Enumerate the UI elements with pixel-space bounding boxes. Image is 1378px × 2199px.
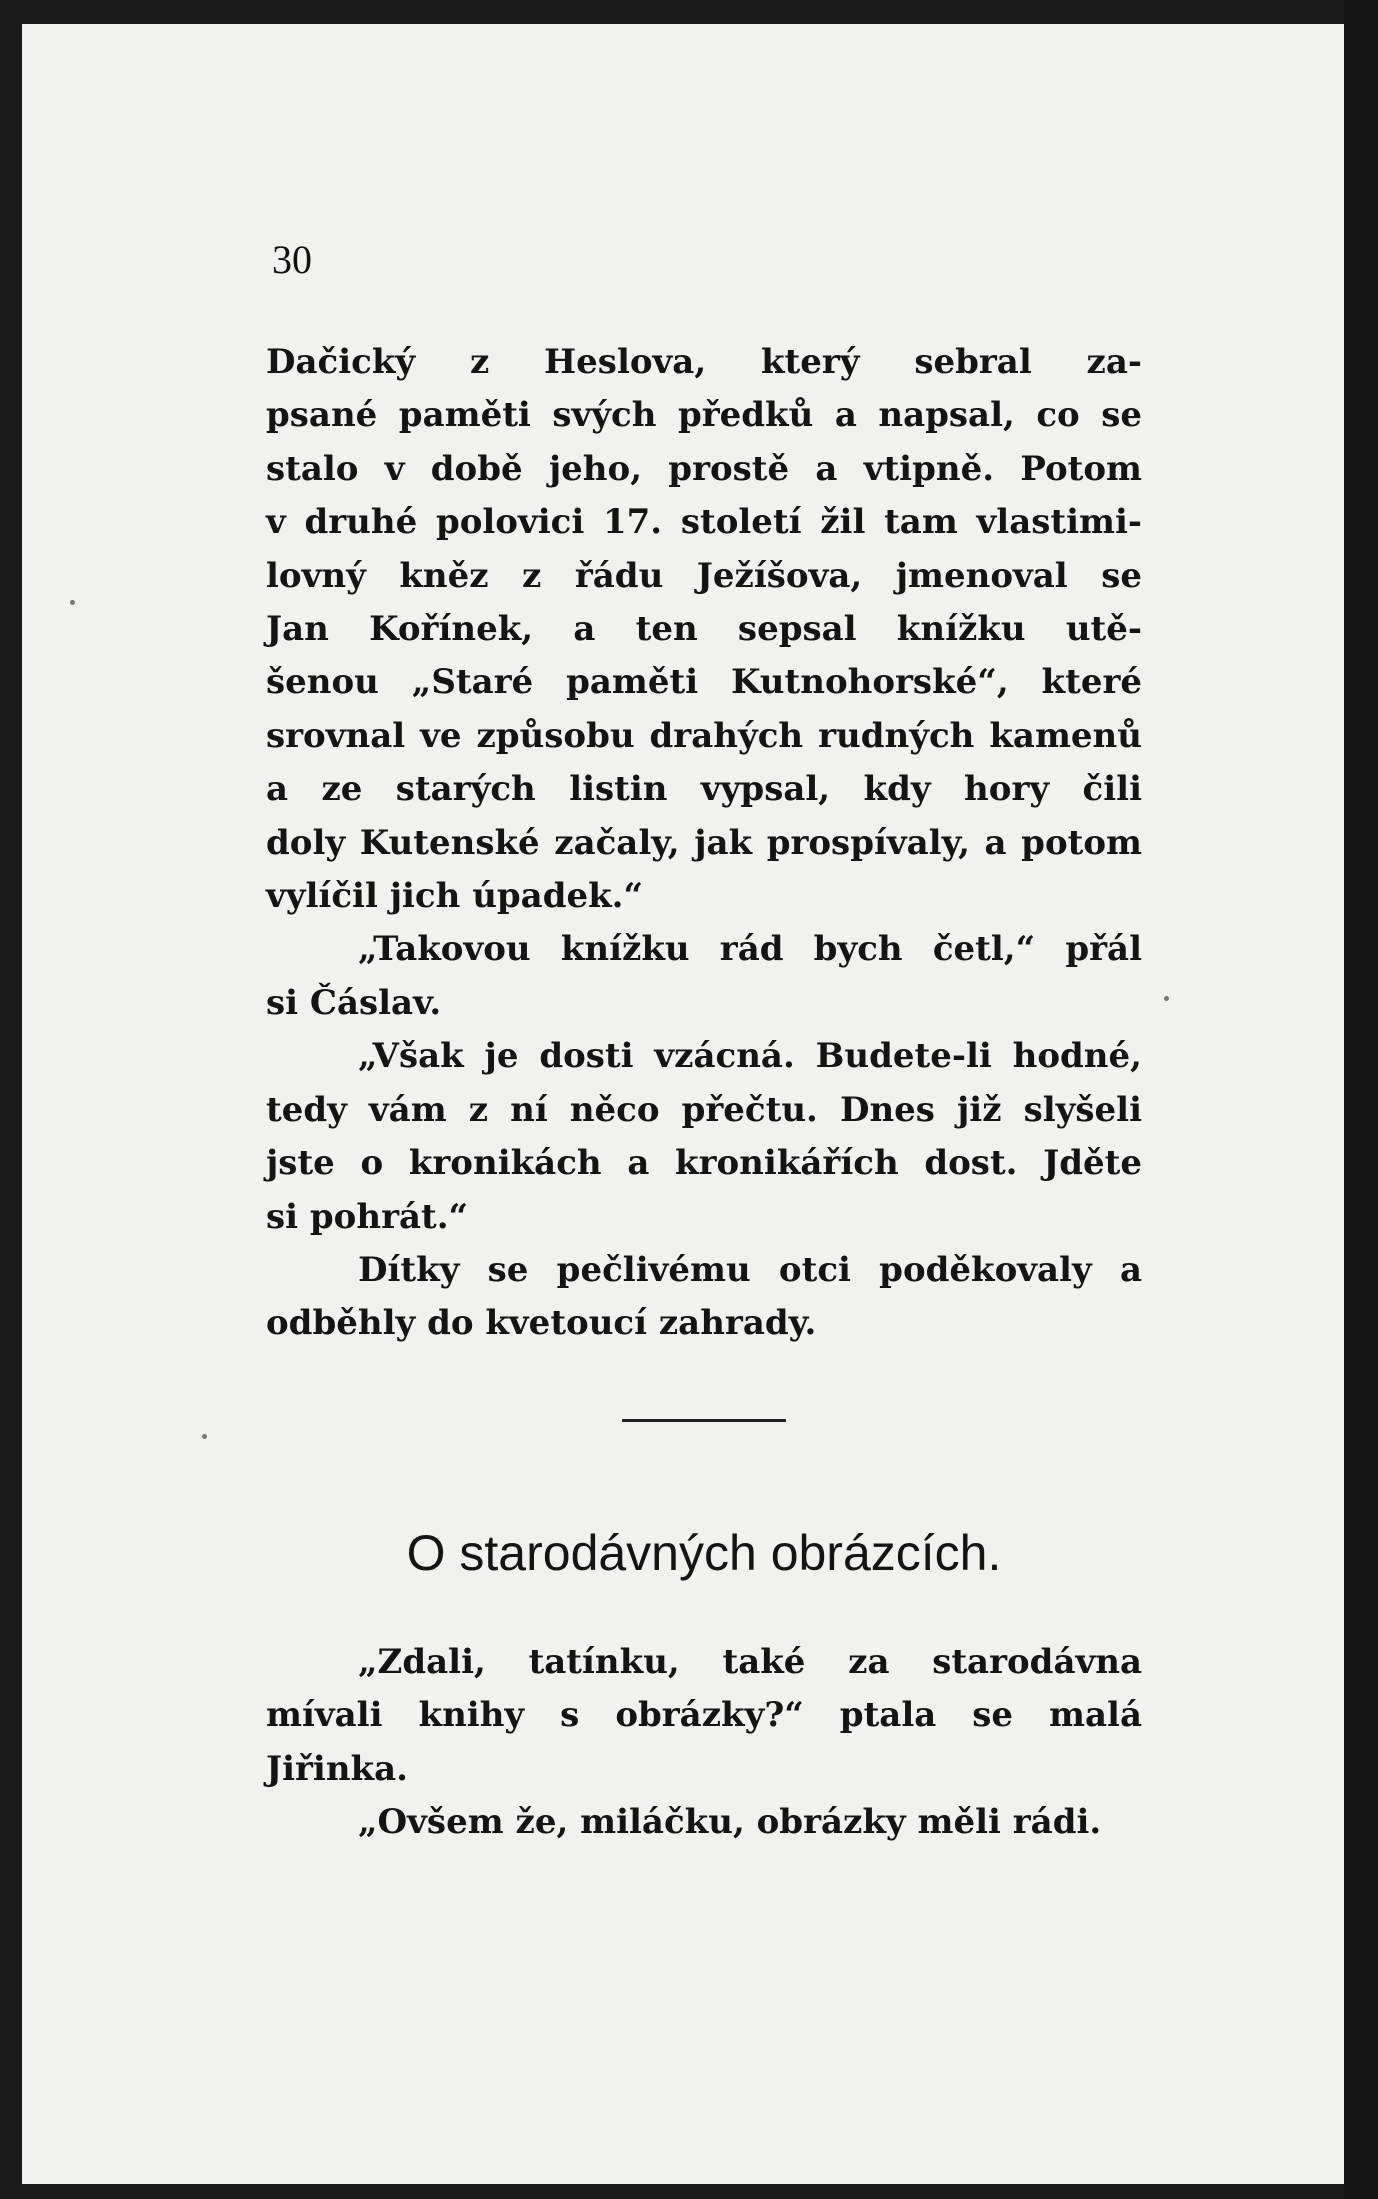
paper-speck — [202, 1434, 207, 1439]
text-line: Dítky se pečlivému otci poděkovaly a — [358, 1249, 1142, 1290]
text-line: v druhé polovici 17. století žil tam vlastimi- — [266, 502, 1142, 543]
text-line: Jiřinka. — [266, 1748, 408, 1789]
text-line: Dačický z Heslova, který sebral za- — [266, 342, 1142, 382]
text-line: lovný kněz z řádu Ježíšova, jmenoval se — [266, 555, 1142, 596]
body-text — [266, 336, 1142, 1351]
text-line: odběhly do kvetoucí zahrady. — [266, 1303, 817, 1344]
page-edge — [1344, 0, 1378, 2199]
text-line: psané paměti svých předků a napsal, co se — [266, 395, 1142, 436]
paragraph — [266, 336, 1142, 923]
text-line: „Však je dosti vzácná. Budete-li hodné, — [358, 1036, 1142, 1077]
text-line: srovnal ve způsobu drahých rudných kamenů — [266, 715, 1142, 756]
text-line: stalo v době jeho, prostě a vtipně. Potom — [266, 448, 1142, 489]
text-line: vylíčil jich úpadek.“ — [266, 876, 644, 917]
text-line: „Zdali, tatínku, také za starodávna — [358, 1642, 1142, 1682]
section-heading: O starodávných obrázcích. — [406, 1525, 1002, 1581]
paragraph — [266, 1636, 1142, 1796]
paper-speck — [70, 600, 75, 605]
paragraph — [266, 1030, 1142, 1244]
paragraph — [266, 1244, 1142, 1351]
text-line: mívali knihy s obrázky?“ ptala se malá — [266, 1695, 1142, 1736]
text-line: Jan Kořínek, a ten sepsal knížku utě- — [266, 609, 1142, 650]
text-line: si Čáslav. — [266, 982, 442, 1023]
text-line: šenou „Staré paměti Kutnohorské“, které — [266, 662, 1142, 703]
section-divider — [622, 1419, 786, 1422]
page-number: 30 — [272, 237, 312, 282]
paper-speck — [1164, 996, 1169, 1001]
paragraph — [266, 1796, 1142, 1849]
text-line: a ze starých listin vypsal, kdy hory čili — [266, 769, 1142, 810]
paragraph — [266, 923, 1142, 1030]
text-line: „Takovou knížku rád bych četl,“ přál — [358, 929, 1142, 970]
text-line: jste o kronikách a kronikářích dost. Jděte — [266, 1143, 1142, 1184]
text-line: si pohrát.“ — [266, 1196, 469, 1237]
text-line: tedy vám z ní něco přečtu. Dnes již slyšeli — [266, 1089, 1142, 1130]
body-text-section — [266, 1636, 1142, 1850]
text-line: doly Kutenské začaly, jak prospívaly, a potom — [266, 822, 1142, 863]
text-line: „Ovšem že, miláčku, obrázky měli rádi. — [358, 1802, 1102, 1843]
